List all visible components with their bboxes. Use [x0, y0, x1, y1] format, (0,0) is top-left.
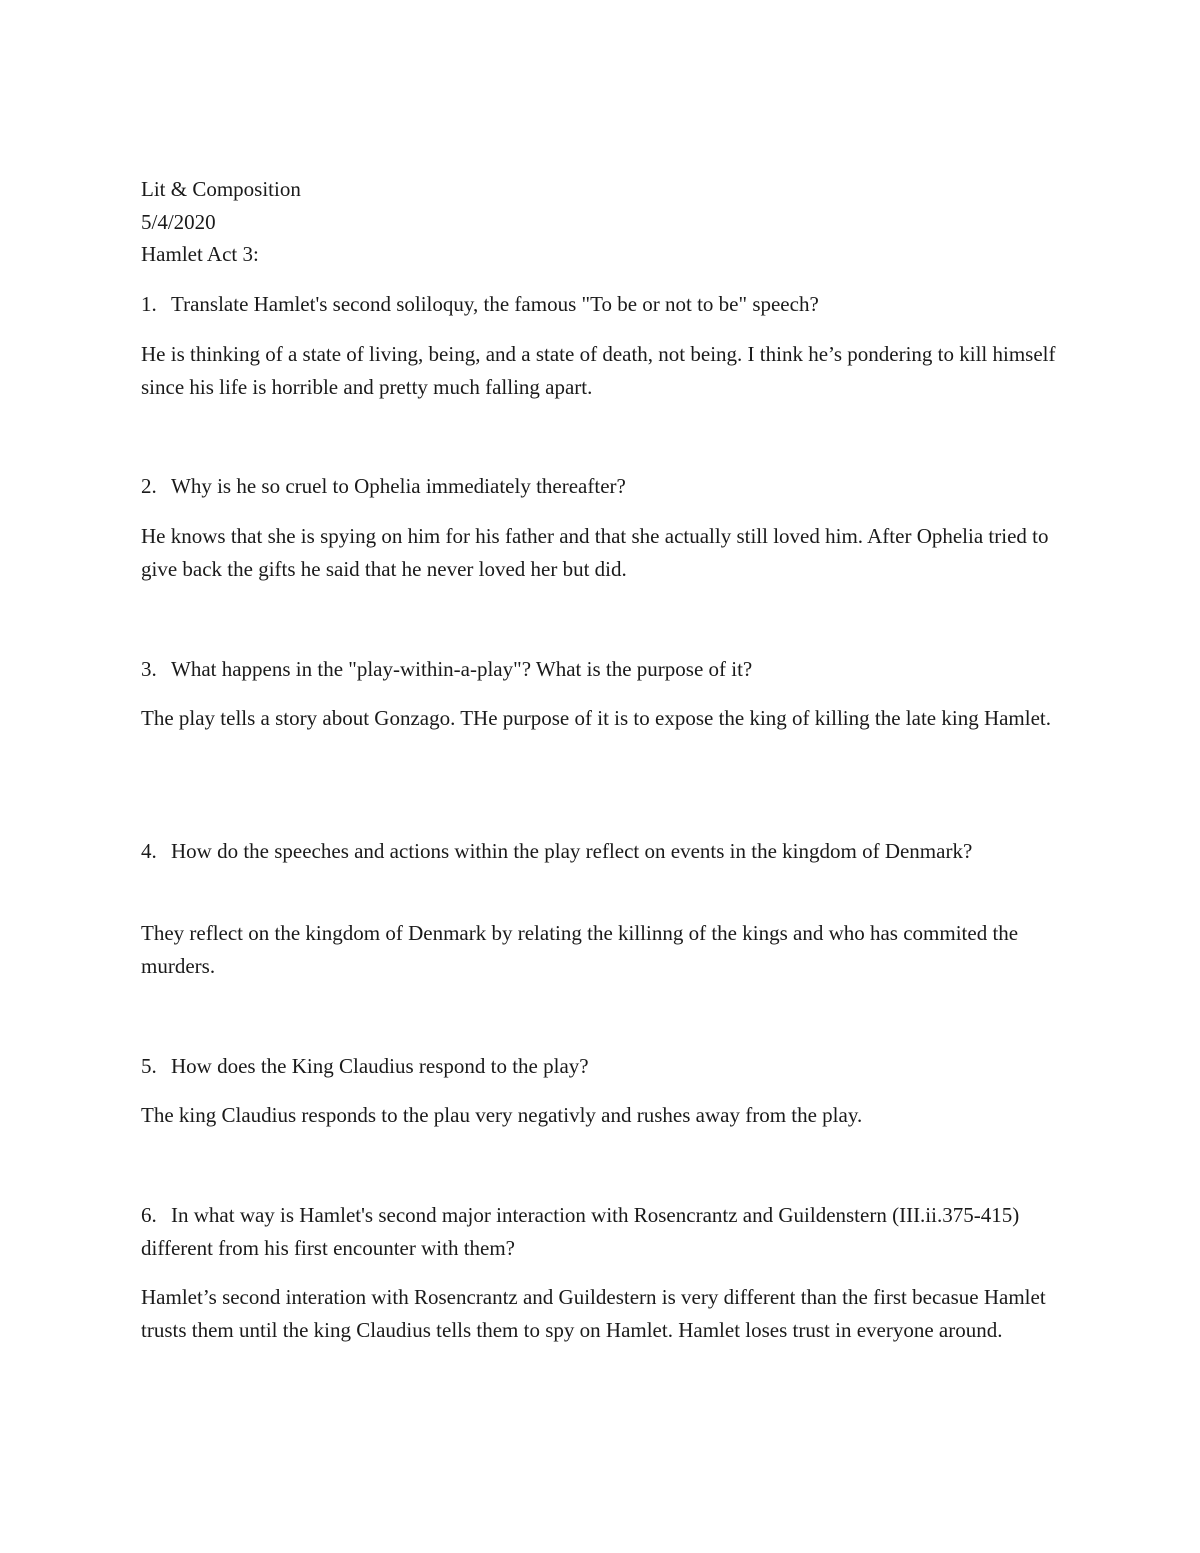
answer-block-3	[141, 702, 1071, 735]
answer-text: The play tells a story about Gonzago. THe purpose of it is to expose the king of killing the late king Hamlet.	[141, 706, 1052, 730]
answer-text: They reflect on the kingdom of Denmark by relating the killinng of the kings and who has commited the murders.	[141, 921, 1019, 978]
question-text: 4. How do the speeches and actions within the play reflect on events in the kingdom of Denmark?	[141, 839, 973, 863]
answer-text: Hamlet’s second interation with Rosencrantz and Guildestern is very different than the first becasue Hamlet trusts them until the king Claudius tells them to spy on Hamlet. Hamlet loses trust in everyone around.	[141, 1285, 1046, 1342]
course-name: Lit & Composition	[141, 177, 301, 201]
document-date: 5/4/2020	[141, 209, 216, 234]
answer-block-6	[141, 1281, 1071, 1346]
answer-block-1	[141, 338, 1071, 403]
question-block-4	[141, 835, 1071, 868]
question-text: 2. Why is he so cruel to Ophelia immediately thereafter?	[141, 474, 626, 498]
document-title: Hamlet Act 3:	[141, 242, 259, 266]
question-text: 6. In what way is Hamlet's second major interaction with Rosencrantz and Guildenstern (III.ii.375-415) different from his first encounter with them?	[141, 1203, 1020, 1260]
answer-block-2	[141, 520, 1071, 585]
question-block-2	[141, 470, 1071, 503]
question-block-6	[141, 1199, 1071, 1264]
answer-text: He is thinking of a state of living, being, and a state of death, not being. I think he’s pondering to kill himself since his life is horrible and pretty much falling apart.	[141, 342, 1056, 399]
question-block-1	[141, 288, 1071, 321]
answer-block-5	[141, 1099, 1071, 1132]
question-block-5	[141, 1050, 1071, 1083]
answer-text: He knows that she is spying on him for his father and that she actually still loved him. After Ophelia tried to give back the gifts he said that he never loved her but did.	[141, 524, 1049, 581]
question-text: 3. What happens in the "play-within-a-play"? What is the purpose of it?	[141, 657, 753, 681]
document-header	[141, 173, 301, 271]
answer-block-4	[141, 917, 1071, 982]
answer-text: The king Claudius responds to the plau very negativly and rushes away from the play.	[141, 1103, 863, 1127]
question-block-3	[141, 653, 1071, 686]
question-text: 1. Translate Hamlet's second soliloquy, the famous "To be or not to be" speech?	[141, 292, 819, 316]
question-text: 5. How does the King Claudius respond to the play?	[141, 1054, 589, 1078]
